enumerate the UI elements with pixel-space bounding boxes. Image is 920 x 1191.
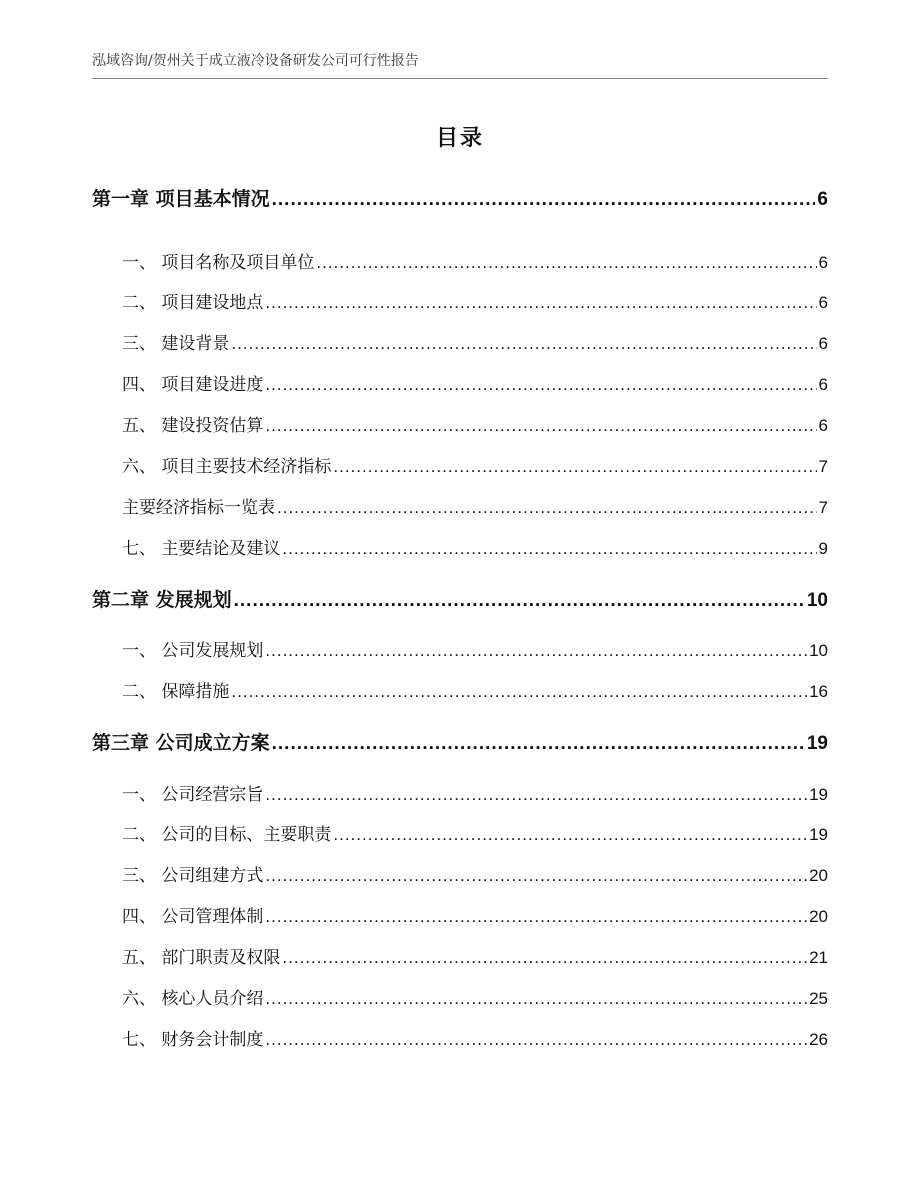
toc-page: 6 [818,334,828,353]
leader-dots [333,457,816,477]
toc-entry[interactable] [92,861,828,886]
toc-entry[interactable] [92,493,828,518]
leader-dots [231,682,807,702]
toc-entry[interactable] [92,943,828,968]
toc-label: 二、 公司的目标、主要职责 [122,825,332,845]
toc-label: 三、 公司组建方式 [122,866,264,886]
toc-entry[interactable] [92,1025,828,1050]
leader-dots [265,785,807,805]
toc-page: 26 [809,1030,828,1049]
leader-dots [277,498,817,518]
toc-label: 五、 部门职责及权限 [122,948,281,968]
leader-dots [234,590,805,612]
toc-label: 第一章 项目基本情况 [92,188,270,210]
toc-label: 二、 保障措施 [122,682,230,702]
toc-page: 6 [818,375,828,394]
leader-dots [265,866,807,886]
toc-page: 21 [809,948,828,967]
toc-page: 7 [818,457,828,476]
toc-entry[interactable] [92,984,828,1009]
toc-page: 6 [817,189,828,210]
toc-entry[interactable] [92,534,828,559]
leader-dots [282,948,807,968]
toc-label: 三、 建设背景 [122,334,230,354]
toc-entry[interactable] [92,411,828,436]
toc-page: 20 [809,866,828,885]
toc-label: 一、 公司经营宗旨 [122,785,264,805]
toc-label: 二、 项目建设地点 [122,293,264,313]
toc-label: 七、 财务会计制度 [122,1030,264,1050]
running-header: 泓域咨询/贺州关于成立液冷设备研发公司可行性报告 [92,50,828,79]
leader-dots [265,416,816,436]
toc-label: 四、 公司管理体制 [122,907,264,927]
toc-label: 七、 主要结论及建议 [122,539,281,559]
leader-dots [265,989,807,1009]
leader-dots [272,733,805,755]
toc-entry[interactable] [92,288,828,313]
leader-dots [231,334,816,354]
toc-label: 六、 核心人员介绍 [122,989,264,1009]
leader-dots [333,825,807,845]
toc-label: 四、 项目建设进度 [122,375,264,395]
toc-label: 五、 建设投资估算 [122,416,264,436]
toc-entry[interactable] [92,902,828,927]
toc-page: 20 [809,907,828,926]
toc-page: 25 [809,989,828,1008]
leader-dots [282,539,816,559]
toc-chapter-1[interactable] [92,184,828,211]
toc-label: 一、 项目名称及项目单位 [122,253,315,273]
toc-entry[interactable] [92,452,828,477]
leader-dots [265,293,816,313]
toc-label: 六、 项目主要技术经济指标 [122,457,332,477]
toc-page: 19 [809,785,828,804]
leader-dots [265,907,807,927]
toc-chapter-2[interactable] [92,585,828,612]
toc-page: 7 [818,498,828,517]
toc-label: 一、 公司发展规划 [122,641,264,661]
toc-page: 6 [818,416,828,435]
toc-page: 19 [806,733,828,754]
toc-page: 6 [818,253,828,272]
toc-entry[interactable] [92,329,828,354]
leader-dots [272,189,816,211]
leader-dots [265,641,807,661]
toc-entry[interactable] [92,370,828,395]
toc-page: 10 [806,590,828,611]
toc-label: 第三章 公司成立方案 [92,732,270,754]
leader-dots [265,375,816,395]
toc-page: 10 [809,641,828,660]
leader-dots [265,1030,807,1050]
leader-dots [316,253,816,273]
toc-entry[interactable] [92,248,828,273]
toc-entry[interactable] [92,636,828,661]
toc-label: 第二章 发展规划 [92,589,232,611]
toc-entry[interactable] [92,677,828,702]
toc-page: 9 [818,539,828,558]
toc-entry[interactable] [92,820,828,845]
toc-label: 主要经济指标一览表 [122,498,275,518]
toc-chapter-3[interactable] [92,728,828,755]
toc-page: 16 [809,682,828,701]
toc-entry[interactable] [92,780,828,805]
toc-page: 6 [818,293,828,312]
toc-title: 目录 [435,126,484,151]
toc-page: 19 [809,825,828,844]
